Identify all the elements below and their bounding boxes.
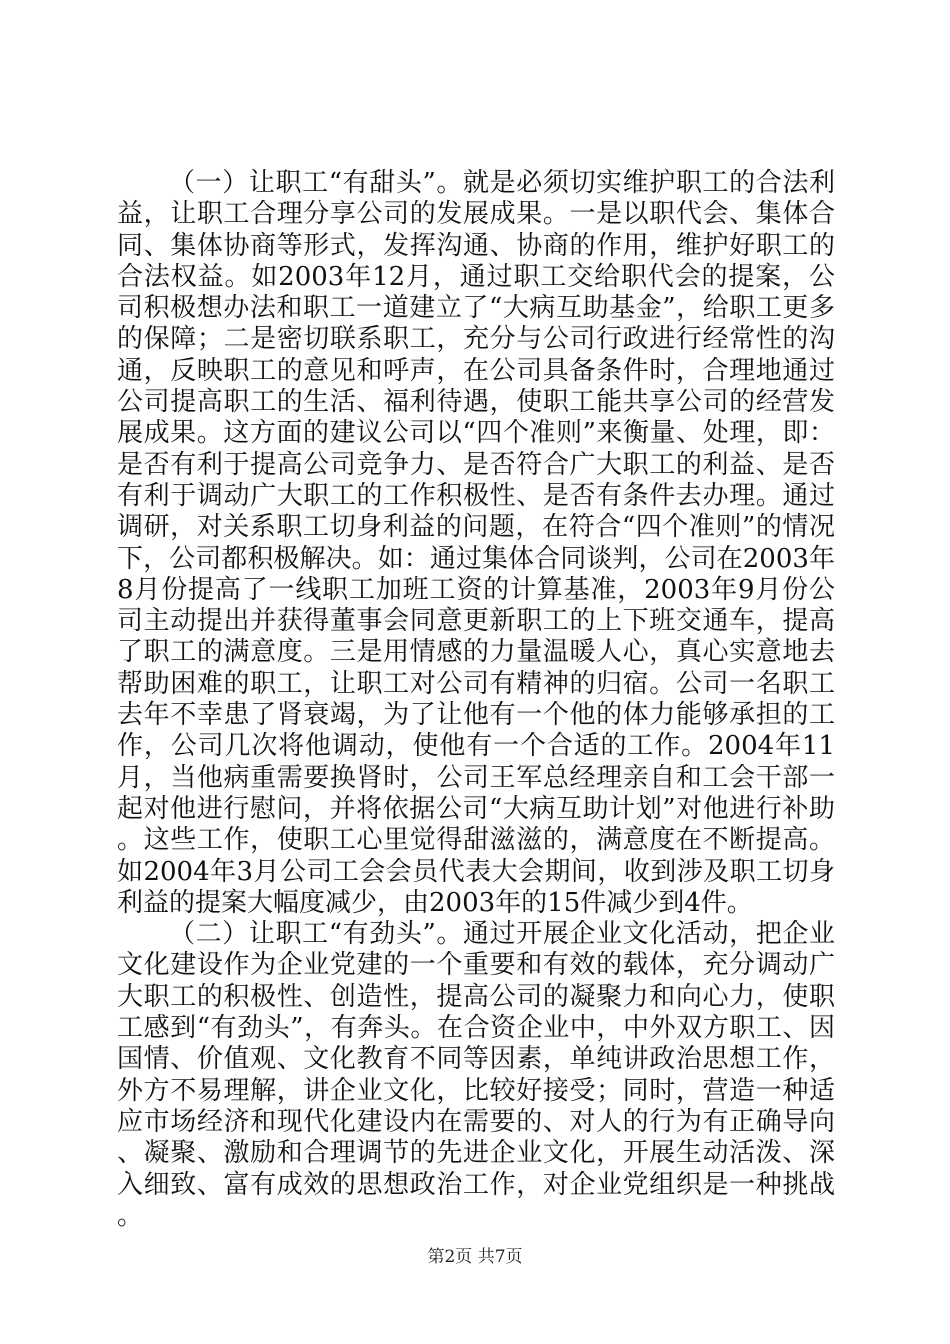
paragraph-1: （一）让职工“有甜头”。就是必须切实维护职工的合法利益，让职工合理分享公司的发展成果。一是以职代会、集体合同、集体协商等形式，发挥沟通、协商的作用，维护好职工的合法权益。如2003年12月，通过职工交给职代会的提案，公司积极想办法和职工一道建立了“大病互助基金”，给职工更多的保障；二是密切联系职工，充分与公司行政进行经常性的沟通，反映职工的意见和呼声，在公司具备条件时，合理地通过公司提高职工的生活、福利待遇，使职工能共享公司的经营发展成果。这方面的建议公司以“四个准则”来衡量、处理，即：是否有利于提高公司竞争力、是否符合广大职工的利益、是否有利于调动广大职工的工作积极性、是否有条件去办理。通过调研，对关系职工切身利益的问题，在符合“四个准则”的情况下，公司都积极解决。如：通过集体合同谈判，公司在2003年8月份提高了一线职工加班工资的计算基准，2003年9月份公司主动提出并获得董事会同意更新职工的上下班交通车，提高了职工的满意度。三是用情感的力量温暖人心，真心实意地去帮助困难的职工，让职工对公司有精神的归宿。公司一名职工去年不幸患了肾衰竭，为了让他有一个他的体力能够承担的工作，公司几次将他调动，使他有一个合适的工作。2004年11月，当他病重需要换肾时，公司王军总经理亲自和工会干部一起对他进行慰问，并将依据公司“大病互助计划”对他进行补助。这些工作，使职工心里觉得甜滋滋的，满意度在不断提高。如2004年3月公司工会会员代表大会期间，收到涉及职工切身利益的提案大幅度减少，由2003年的15件减少到4件。 — [117, 168, 835, 918]
document-body — [117, 168, 835, 1232]
paragraph-2: （二）让职工“有劲头”。通过开展企业文化活动，把企业文化建设作为企业党建的一个重要和有效的载体，充分调动广大职工的积极性、创造性，提高公司的凝聚力和向心力，使职工感到“有劲头”，有奔头。在合资企业中，中外双方职工、因国情、价值观、文化教育不同等因素，单纯讲政治思想工作，外方不易理解，讲企业文化，比较好接受；同时，营造一种适应市场经济和现代化建设内在需要的、对人的行为有正确导向、凝聚、激励和合理调节的先进企业文化，开展生动活泼、深入细致、富有成效的思想政治工作，对企业党组织是一种挑战。 — [117, 919, 835, 1231]
page-number-footer: 第2页 共7页 — [427, 1247, 523, 1267]
